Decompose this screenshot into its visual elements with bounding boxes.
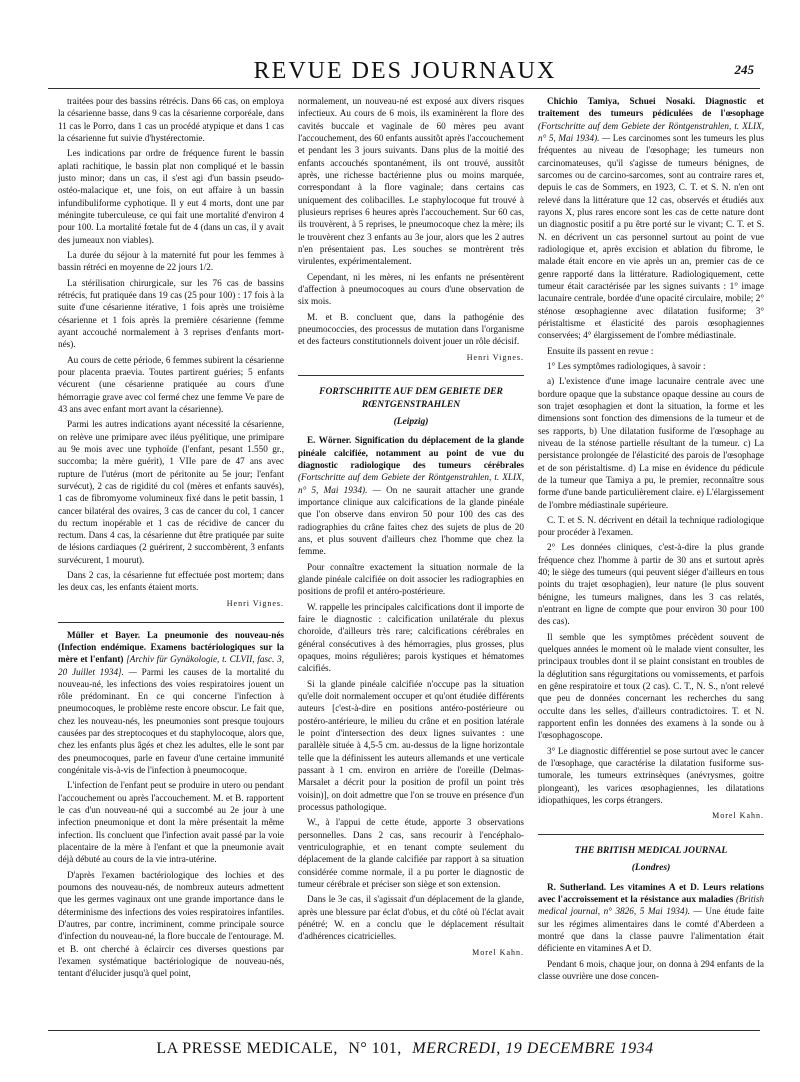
journal-section-heading: FORTSCHRITTE AUF DEM GEBIETE DER RŒNTGENSTRAHLEN <box>319 387 503 410</box>
journal-section-city: (Londres) <box>631 862 671 873</box>
column-right <box>538 95 764 1027</box>
paragraph: La durée du séjour à la maternité fut pour les femmes à bassin rétréci en moyenne de 22 jours 1/2. <box>58 249 284 273</box>
paragraph: a) L'existence d'une image lacunaire centrale avec une bordure opaque que la substance opaque dessine au cours de son trajet œsophagien et dont la situation, la forme et les dimensions sont fonction des dimensions de la tumeur et de ses rapports, b) Une dilatation fusiforme de l'œsophage au niveau de la sténose partielle résultant de la tumeur. c) La persistance prolongée de l'élasticité des parois de l'œsophage et de son péristaltisme. d) La mise en évidence du pédicule de la tumeur que Tamiya a pu, le premier, reconnaître sous forme d'une bande particulièrement claire. e) L'élargissement de l'ombre médiastinale supérieure. <box>538 376 764 510</box>
article-separator <box>58 622 284 623</box>
paragraph: Les indications par ordre de fréquence furent le bassin aplati rachitique, le bassin plat non compliqué et le bassin justo minor; dans un cas, il s'est agi d'un bassin pseudo-ostéo-malacique et, une fois, on eut affaire à un bassin infundibuliforme cyphotique. Il y eut 4 morts, dont une par méningite tuberculeuse, ce qui fait une mortalité d'environ 4 pour 100. La mortalité fœtale fut de 4 (dans un cas, il y avait des jumeaux non viables). <box>58 148 284 245</box>
article-abstract <box>538 95 764 342</box>
paragraph: traitées pour des bassins rétrécis. Dans 66 cas, on employa la césarienne basse, dans 9 cas la césarienne corporéale, dans 11 cas le Porro, dans 1 cas un procédé atypique et dans 1 cas la césarienne fut suivie d'hystérectomie. <box>58 96 284 143</box>
paragraph: Pendant 6 mois, chaque jour, on donna à 294 enfants de la classe ouvrière une dose concen- <box>538 958 764 981</box>
author-signature: Henri Vignes. <box>466 352 524 362</box>
paragraph: W. rappelle les principales calcifications dont il importe de faire le diagnostic : calcification unilatérale du plexus choroïde, d'ailleurs très rare; calcifications cérébrales en général consécutives à des hémorragies, plus grosses, plus opaques, moins régulières; parois kystiques et hématomes calcifiés. <box>298 601 524 674</box>
article-abstract <box>538 881 764 955</box>
article-heading: R. Sutherland. Les vitamines A et D. Leurs relations avec l'accroissement et la résistance aux maladies <box>538 881 764 904</box>
footer-date: MERCREDI, 19 DECEMBRE 1934 <box>412 1040 654 1057</box>
article-reference: (British medical journal, n° 3826, 5 Mai 1934). — <box>538 893 764 917</box>
paragraph: C. T. et S. N. décrivent en détail la technique radiologique pour procéder à l'examen. <box>538 514 764 538</box>
header-rule <box>48 88 760 89</box>
footer-journal: LA PRESSE MEDICALE, <box>156 1040 338 1057</box>
paragraph: M. et B. concluent que, dans la pathogénie des pneumococcies, des processus de mutation dans l'organisme et des facteurs constitutionnels doivent jouer un rôle décisif. <box>298 311 524 347</box>
paragraph: W., à l'appui de cette étude, apporte 3 observations personnelles. Dans 2 cas, sans recourir à l'encéphalo-ventriculographie, et en tenant compte seulement du déplacement de la glande calcifiée par rapport à sa situation considérée comme normale, il a pu porter le diagnostic de tumeur cérébrale et préciser son siège et son extension. <box>298 817 524 889</box>
footer-rule <box>48 1030 760 1031</box>
column-middle <box>298 95 524 1027</box>
paragraph: L'infection de l'enfant peut se produire in utero ou pendant l'accouchement ou après l'accouchement. M. et B. rapportent le cas d'un nouveau-né qui a succombé au 2e jour à une infection pneumonique et dont la mère présentait la même infection. Ils concluent que l'infection avait passé par la voie placentaire de la mère à l'enfant et que la pneumonie avait déjà débuté au cours de la vie intra-utérine. <box>58 780 284 865</box>
author-signature: Morel Kahn. <box>472 947 524 957</box>
article-heading: E. Wörner. Signification du déplacement de la glande pinéale calcifiée, notamment au point de vue du diagnostic radiologique des tumeurs cérébrales <box>298 435 524 471</box>
article-abstract <box>298 434 524 557</box>
journal-section-city: (Leipzig) <box>393 416 429 427</box>
footer-issue: N° 101, <box>348 1040 402 1057</box>
paragraph: Parmi les autres indications ayant nécessité la césarienne, on relève une primipare avec iléus pyélitique, une primipare au 9e mois avec une typhoïde (l'enfant, pesant 1.550 gr., succomba; la mère guérit), 1 VIIe pare de 47 ans avec rupture de l'utérus (mort de péritonite au 5e jour; l'enfant survécut), 2 cas de rigidité du col (mères et enfants sauvés), 1 cas de fibromyome volumineux fixé dans le petit bassin, 1 cancer bilatéral des ovaires, 3 cas de cancer du col, 1 cancer du rectum inopérable et 1 cas de récidive de cancer du rectum. Dans 4 cas, la césarienne dut être pratiquée par suite de lésions cardiaques (2 guérirent, 2 succombèrent, 3 enfants survécurent, 1 mourut). <box>58 419 284 565</box>
paragraph: Dans le 3e cas, il s'agissait d'un déplacement de la glande, après une blessure par éclat d'obus, et du côté où l'éclat avait pénétré; W. en a conclu que le déplacement résultait d'adhérences cicatricielles. <box>298 894 524 942</box>
author-signature: Henri Vignes. <box>226 598 284 608</box>
article-body: Les carcinomes sont les tumeurs les plus fréquentes au niveau de l'œsophage; les tumeurs non carcinomateuses, qu'il s'agisse de tumeurs bénignes, de sarcomes ou de carcino-sarcomes, sont au contraire rares et, depuis le cas de Sommers, en 1923, C. T. et S. N. n'en ont relevé dans la littérature que 12 cas, observés et étudiés aux rayons X, plus rares encore sont les cas de cette nature dont un diagnostic positif a pu être porté sur le vivant; C. T. et S. N. en décrivent un cas personnel surtout au point de vue radiologique et, après excision et ablation du fibrome, le malade était encore en vie après un an, premier cas de ce genre rapporté dans la littérature. Radiologiquement, cette tumeur était caractérisée par les signes suivants : 1° image lacunaire centrale, bordée d'une opacité circulaire, mobile; 2° sténose œsophagienne avec dilatation fusiforme; 3° péristaltisme et élasticité des parois œsophagiennes conservées; 4° élargissement de l'ombre médiastinale. <box>538 132 764 341</box>
article-heading: Müller et Bayer. La pneumonie des nouveau-nés (Infection endémique. Examens bactériologiques sur la mère et l'enfant) <box>58 629 284 665</box>
article-separator <box>538 834 764 835</box>
paragraph: 2° Les données cliniques, c'est-à-dire la plus grande fréquence chez l'homme à partir de 30 ans et surtout après 40; le siège des tumeurs (qui peuvent siéger d'ailleurs en tous points du trajet œsophagien), leur nature (le plus souvent bénigne, les tumeurs malignes, dans les 3 cas relatés, n'entrant en ligne de compte que pour environ 30 pour 100 des cas). <box>538 542 764 627</box>
article-body: On ne saurait attacher une grande importance clinique aux calcifications de la glande pinéale que l'on observe dans environ 50 pour 100 des cas des radiographies du crâne faites chez des sujets de plus de 20 ans, et plus souvent d'ailleurs chez l'homme que chez la femme. <box>298 484 524 557</box>
paragraph: D'après l'examen bactériologique des lochies et des poumons des nouveau-nés, de nombreux auteurs admettent que les germes vaginaux ont une grande importance dans le déterminisme des infections des voies respiratoires infantiles. D'autres, par contre, incriminent, comme principale source d'infection du nouveau-né, la flore buccale de l'entourage. M. et B. ont cherché à éclaircir ces diverses questions par l'examen systématique bactériologique de nouveau-nés, tentant d'élucider jusqu'à quel point, <box>58 869 284 979</box>
paragraph: Ensuite ils passent en revue : <box>547 345 654 356</box>
article-columns <box>58 95 764 1027</box>
article-reference: (Fortschritte auf dem Gebiete der Röntgenstrahlen, t. XLIX, n° 5, Mai 1934). — <box>298 472 524 495</box>
article-abstract <box>58 629 284 777</box>
article-heading: Chichio Tamiya, Schuei Nosaki. Diagnostic et traitement des tumeurs pédiculées de l'œsophage <box>538 96 764 119</box>
article-separator <box>298 375 524 376</box>
paragraph: normalement, un nouveau-né est exposé aux divers risques infectieux. Au cours de 6 mois, ils examinèrent la flore des cavités buccale et vaginale de 60 mères peu avant l'accouchement, des 60 enfants aussitôt après l'accouchement et pendant les 3 jours suivants. Dans plus de la moitié des enfants accouchés spontanément, ils ont trouvé, aussitôt après, une richesse bactérienne plus ou moins marquée, correspondant à la flore vaginale; dans certains cas uniquement des colibacilles. Le staphylocoque fut trouvé à plusieurs reprises 6 heures après l'accouchement. Sur 60 cas, ils trouvèrent, à 5 reprises, le pneumocoque chez la mère; ils le trouvèrent chez 3 enfants au 3e jour, alors que les 2 autres n'en présentaient pas. Les souches se montrèrent très virulentes, expérimentalement. <box>298 96 524 267</box>
article-reference: [Archiv für Gynäkologie, t. CLVII, fasc. 3, 20 Juillet 1934]. — <box>58 654 284 677</box>
paragraph: 3° Le diagnostic différentiel se pose surtout avec le cancer de l'œsophage, que caractérise la dilatation fusiforme sus-tumorale, les tumeurs extrinsèques (anévrysmes, goitre plongeant), les varices œsophagiennes, les dilatations idiopathiques, les corps étrangers. <box>538 745 764 806</box>
article-body: Une étude faite sur les régimes alimentaires dans le comté d'Aberdeen a montré que dans la classe pauvre l'alimentation était déficiente en vitamines A et D. <box>538 906 764 954</box>
paragraph: Il semble que les symptômes précèdent souvent de quelques années le moment où le malade vient consulter, les principaux troubles dont il se plaint consistant en troubles de la déglutition sans régurgitations ou vomissements, et parfois en gêne respiratoire et toux (2 cas). C. T., N. S., n'ont relevé que peu de données concernant les recherches du sang occulte dans les selles, d'ailleurs contradictoires. T. et N. rapportent enfin les données des examens à la sonde ou à l'œsophagoscope. <box>538 631 764 741</box>
journal-section-heading: THE BRITISH MEDICAL JOURNAL <box>574 846 728 857</box>
paragraph: Cependant, ni les mères, ni les enfants ne présentèrent d'affection à pneumocoques au cours d'une observation de six mois. <box>298 271 524 307</box>
column-left <box>58 95 284 1027</box>
page-header <box>40 58 770 88</box>
paragraph: Dans 2 cas, la césarienne fut effectuée post mortem; dans les deux cas, les enfants étaient morts. <box>58 570 284 593</box>
paragraph: Au cours de cette période, 6 femmes subirent la césarienne pour placenta praevia. Toutes partirent guéries; 5 enfants vécurent (une césarienne pratiquée au cours d'une hémorragie grave avec col fermé chez une femme Ve pare de 43 ans avec enfant mort avant la césarienne). <box>58 354 284 414</box>
journal-section-title: REVUE DES JOURNAUX <box>253 58 557 84</box>
article-body: Parmi les causes de la mortalité du nouveau-né, les infections des voies respiratoires jouent un rôle prédominant. En ce qui concerne l'infection à pneumocoques, le problème reste encore obscur. Le fait que, chez les nouveau-nés, les pneumonies sont presque toujours causées par des streptocoques et du staphylocoque, alors que, chez les enfants plus âgés et chez les adultes, elle le sont par des pneumocoques, parle en faveur d'une certaine immunité congénitale vis-à-vis de l'infection à pneumocoque. <box>58 666 284 776</box>
article-reference: (Fortschritte auf dem Gebiete der Röntgenstrahlen, t. XLIX, n° 5, Mai 1934). — <box>538 120 764 143</box>
paragraph: Pour connaître exactement la situation normale de la glande pinéale calcifiée on doit associer les radiographies en positions de profil et antéro-postérieure. <box>298 561 524 597</box>
paragraph: Si la glande pinéale calcifiée n'occupe pas la situation qu'elle doit normalement occuper et qu'ont étudiée différents auteurs [c'est-à-dire en positions antéro-postérieure ou postéro-antérieure, le milieu du crâne et en position latérale le point d'intersection des deux lignes suivantes : une parallèle située à 4,5-5 cm. au-dessus de la ligne horizontale telle que la définissent les auteurs allemands et une verticale passant à 1 cm. environ en arrière de l'oreille (Delmas-Marsalet a décrit pour la position de profil un point très voisin)], on doit admettre que l'on se trouve en présence d'un processus pathologique. <box>298 678 524 812</box>
page-footer <box>40 1040 770 1058</box>
page-number: 245 <box>734 62 754 77</box>
paragraph: La stérilisation chirurgicale, sur les 76 cas de bassins rétrécis, fut pratiquée dans 19 cas (25 pour 100) : 17 fois à la suite d'une césarienne itérative, 1 fois après une troisième césarienne et 1 fois après la première césarienne (femme ayant accouché normalement à 3 reprises d'enfants mort-nés). <box>58 277 284 350</box>
author-signature: Morel Kahn. <box>712 811 764 821</box>
paragraph: 1° Les symptômes radiologiques, à savoir : <box>547 360 706 371</box>
